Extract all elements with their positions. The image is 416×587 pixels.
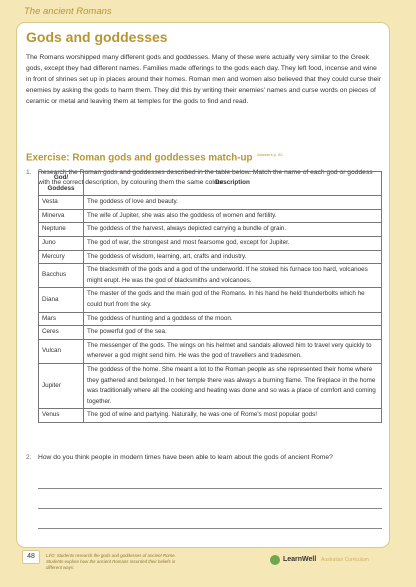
god-name-cell[interactable]: Mars	[39, 312, 84, 326]
table-row	[39, 363, 382, 408]
page-card	[16, 22, 390, 548]
answer-line[interactable]	[38, 488, 382, 489]
table-row	[39, 223, 382, 237]
table-row	[39, 209, 382, 223]
answer-line[interactable]	[38, 508, 382, 509]
page-title: Gods and goddesses	[26, 29, 168, 45]
description-cell[interactable]: The powerful god of the sea.	[84, 326, 382, 340]
god-name-cell[interactable]: Bacchus	[39, 264, 84, 288]
description-cell[interactable]: The master of the gods and the main god of the Romans. In his hand he held thunderbolts which he could hurl from the sky.	[84, 288, 382, 312]
description-cell[interactable]: The goddess of the home. She meant a lot to the Roman people as she represented their home where they gathered and belonged. In her temple there was always a burning flame. The fireplace in the home was traditionally where all the cooking and heating was done and so was a place of comfort and coming together.	[84, 363, 382, 408]
god-name-cell[interactable]: Juno	[39, 236, 84, 250]
exercise-label: Exercise:	[26, 152, 70, 164]
description-cell[interactable]: The god of war, the strongest and most fearsome god, except for Jupiter.	[84, 236, 382, 250]
description-cell[interactable]: The god of wine and partying. Naturally, he was one of Rome's most popular gods!	[84, 409, 382, 423]
description-cell[interactable]: The blacksmith of the gods and a god of the underworld. If he stoked his furnace too hard, volcanoes might erupt. He was the god of blacksmiths and volcanoes.	[84, 264, 382, 288]
logo-icon	[270, 555, 280, 565]
question-1-number: 1.	[26, 169, 32, 176]
god-name-cell[interactable]: Minerva	[39, 209, 84, 223]
god-name-cell[interactable]: Jupiter	[39, 363, 84, 408]
table-row	[39, 326, 382, 340]
exercise-title: Roman gods and goddesses match-up	[72, 152, 253, 164]
description-cell[interactable]: The goddess of wisdom, learning, art, crafts and industry.	[84, 250, 382, 264]
god-name-cell[interactable]: Diana	[39, 288, 84, 312]
page-number: 48	[22, 550, 40, 564]
table-row	[39, 409, 382, 423]
god-name-cell[interactable]: Ceres	[39, 326, 84, 340]
gods-table	[38, 171, 382, 423]
question-2-text: How do you think people in modern times have been able to learn about the gods of ancient Rome?	[38, 454, 333, 461]
question-2-number: 2.	[26, 454, 32, 461]
table-row	[39, 264, 382, 288]
learnwell-logo	[270, 555, 390, 567]
god-name-cell[interactable]: Neptune	[39, 223, 84, 237]
god-name-cell[interactable]: Vulcan	[39, 339, 84, 363]
description-cell[interactable]: The goddess of love and beauty.	[84, 196, 382, 210]
learning-intention: LI/O: Students research the gods and goddesses of ancient Rome. Students explore how the ancient Romans recorded their beliefs in different ways.	[46, 553, 176, 570]
description-cell[interactable]: The wife of Jupiter, she was also the goddess of women and fertility.	[84, 209, 382, 223]
logo-subtext: Australian Curriculum	[321, 557, 369, 563]
table-row	[39, 312, 382, 326]
description-cell[interactable]: The goddess of hunting and a goddess of the moon.	[84, 312, 382, 326]
footer	[0, 548, 416, 587]
table-row	[39, 196, 382, 210]
header-bar	[0, 0, 416, 22]
table-row	[39, 236, 382, 250]
header-god: God/ Goddess	[39, 172, 84, 196]
table-row	[39, 288, 382, 312]
table-header-row	[39, 172, 382, 196]
logo-text: LearnWell	[283, 556, 317, 563]
answers-reference: Answers p. 92	[257, 152, 283, 157]
section-title: The ancient Romans	[24, 6, 112, 17]
table-row	[39, 339, 382, 363]
intro-paragraph: The Romans worshipped many different gods and goddesses. Many of these were actually very similar to the Greek gods, except they had different names. Families made offerings to the gods each day. They left food, incense and wine in front of shrines set up in places around their homes. Roman men and women also believed that they could curse their enemies by asking the gods to harm them. They did this by writing their enemies' names and curse words on pieces of ceramic or metal and leaving them at temples for the gods to find and read.	[26, 54, 382, 105]
god-name-cell[interactable]: Vesta	[39, 196, 84, 210]
exercise-heading	[26, 152, 283, 163]
description-cell[interactable]: The messenger of the gods. The wings on his helmet and sandals allowed him to travel very quickly to wherever a god might send him. He was the god of travellers and tradesmen.	[84, 339, 382, 363]
god-name-cell[interactable]: Venus	[39, 409, 84, 423]
question-1-text: Research the Roman gods and goddesses described in the table below. Match the name of each god or goddess with the correct description, by colouring them the same colour.	[38, 169, 373, 186]
god-name-cell[interactable]: Mercury	[39, 250, 84, 264]
description-cell[interactable]: The goddess of the harvest, always depicted carrying a bundle of grain.	[84, 223, 382, 237]
table-row	[39, 250, 382, 264]
header-description: Description	[84, 172, 382, 196]
answer-line[interactable]	[38, 528, 382, 529]
